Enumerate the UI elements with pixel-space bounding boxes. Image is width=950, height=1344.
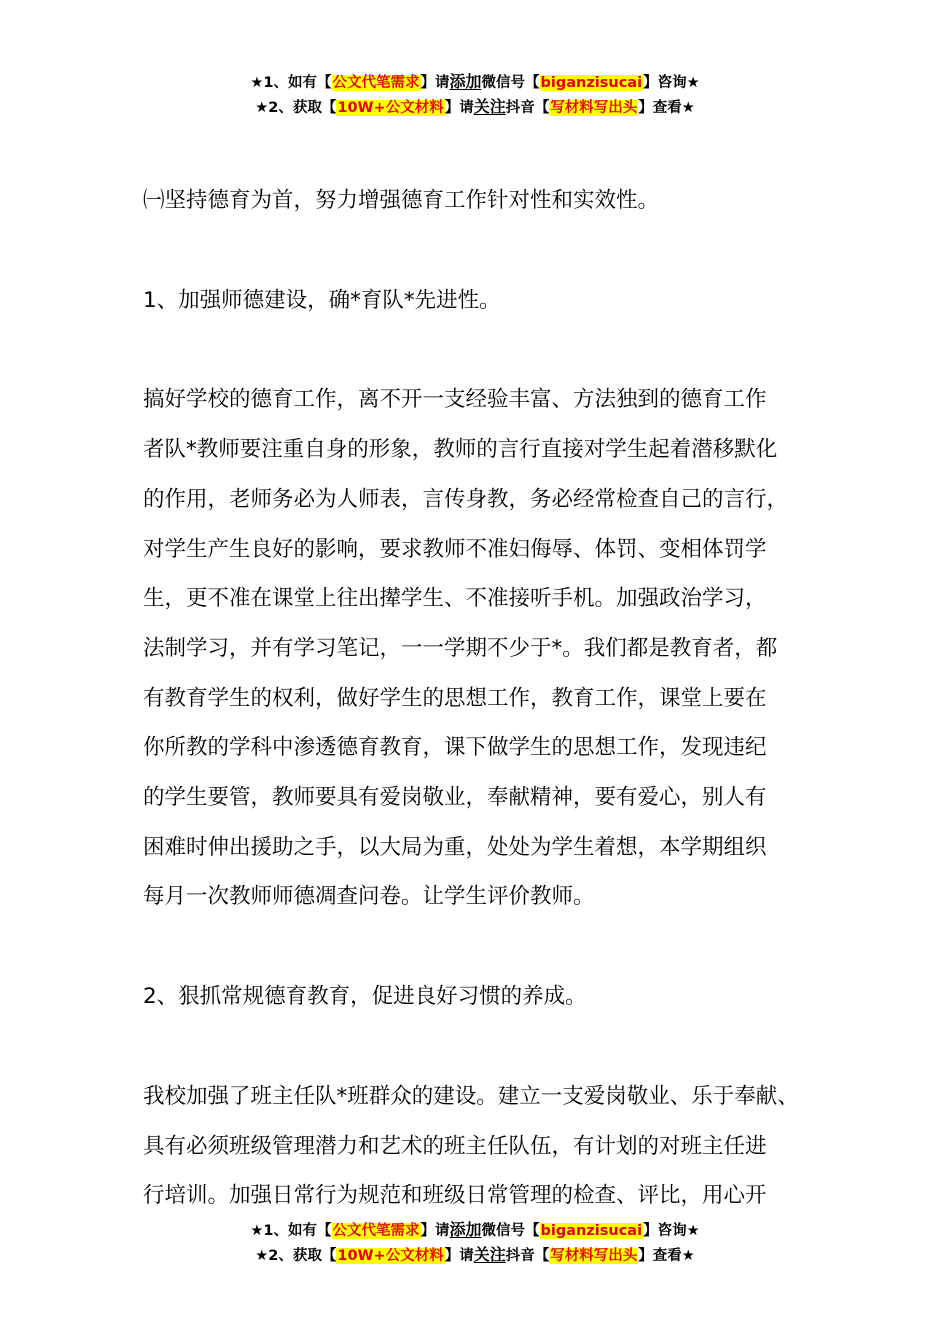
promo-underline: 关注 [473,1245,506,1264]
top-promo-banner [0,70,950,120]
text-line: 我校加强了班主任队*班群众的建设。建立一支爱岗敬业、乐于奉献、 [143,1083,799,1109]
promo-underline: 关注 [473,97,506,116]
promo-line-1 [0,1218,950,1243]
promo-text: 】咨询★ [643,1223,700,1239]
promo-text: 】请 [420,1223,450,1239]
text-line: 行培训。加强日常行为规范和班级日常管理的检查、评比，用心开 [143,1183,767,1209]
text-line: 法制学习，并有学习笔记，一一学期不少于*。我们都是教育者，都 [143,635,778,661]
paragraph-2 [143,1072,833,1221]
subsection-heading-2: 2、狠抓常规德育教育，促进良好习惯的养成。 [143,984,587,1010]
document-body [143,176,833,1221]
text-line: 的作用，老师务必为人师表，言传身教，务必经常检查自己的言行， [143,486,789,512]
text-line: 的学生要管，教师要具有爱岗敬业，奉献精神，要有爱心，别人有 [143,785,767,811]
section-heading-1: ㈠坚持德育为首，努力增强德育工作针对性和实效性。 [143,188,660,213]
text-line: 困难时伸出援助之手，以大局为重，处处为学生着想，本学期组织 [143,834,767,860]
promo-line-2 [0,95,950,120]
promo-text: 】请 [444,1248,474,1264]
subsection-heading-1: 1、加强师德建设，确*育队*先进性。 [143,287,501,313]
promo-text: ★2、获取【 [255,100,337,116]
promo-highlight: 公文代笔需求 [332,75,420,91]
text-line: 生，更不准在课堂上往出撵学生、不准接听手机。加强政治学习， [143,586,767,612]
text-line: 每月一次教师师德凋查问卷。让学生评价教师。 [143,884,595,910]
promo-underline: 添加 [449,1220,482,1239]
promo-text: ★2、获取【 [255,1248,337,1264]
promo-text: 抖音【 [505,100,550,116]
promo-text: 】查看★ [638,1248,695,1264]
promo-text: 】请 [444,100,474,116]
promo-wechat-id: biganzisucai [540,75,643,91]
promo-underline: 添加 [449,72,482,91]
promo-highlight: 10W+公文材料 [337,100,444,116]
text-line: 对学生产生良好的影响，要求教师不准妇侮辱、体罚、变相体罚学 [143,536,767,562]
text-line: 你所教的学科中渗透德育教育，课下做学生的思想工作，发现违纪 [143,735,767,761]
promo-text: 抖音【 [505,1248,550,1264]
promo-highlight: 公文代笔需求 [332,1223,420,1239]
promo-wechat-id: biganzisucai [540,1223,643,1239]
paragraph-1 [143,375,833,922]
promo-line-1 [0,70,950,95]
promo-text: 】咨询★ [643,75,700,91]
text-line: 具有必须班级管理潜力和艺术的班主任队伍，有计划的对班主任进 [143,1133,767,1159]
promo-highlight: 10W+公文材料 [337,1248,444,1264]
promo-text: 微信号【 [481,75,540,91]
text-line: 搞好学校的德育工作，离不开一支经验丰富、方法独到的德育工作 [143,387,767,413]
promo-text: 】查看★ [638,100,695,116]
promo-text: ★1、如有【 [250,1223,332,1239]
promo-text: 】请 [420,75,450,91]
promo-line-2 [0,1243,950,1268]
promo-text: ★1、如有【 [250,75,332,91]
text-line: 者队*教师要注重自身的形象，教师的言行直接对学生起着潜移默化 [143,437,778,463]
bottom-promo-banner [0,1218,950,1268]
promo-douyin-id: 写材料写出头 [550,1248,638,1264]
promo-text: 微信号【 [481,1223,540,1239]
promo-douyin-id: 写材料写出头 [550,100,638,116]
text-line: 有教育学生的权利，做好学生的思想工作，教育工作，课堂上要在 [143,685,767,711]
